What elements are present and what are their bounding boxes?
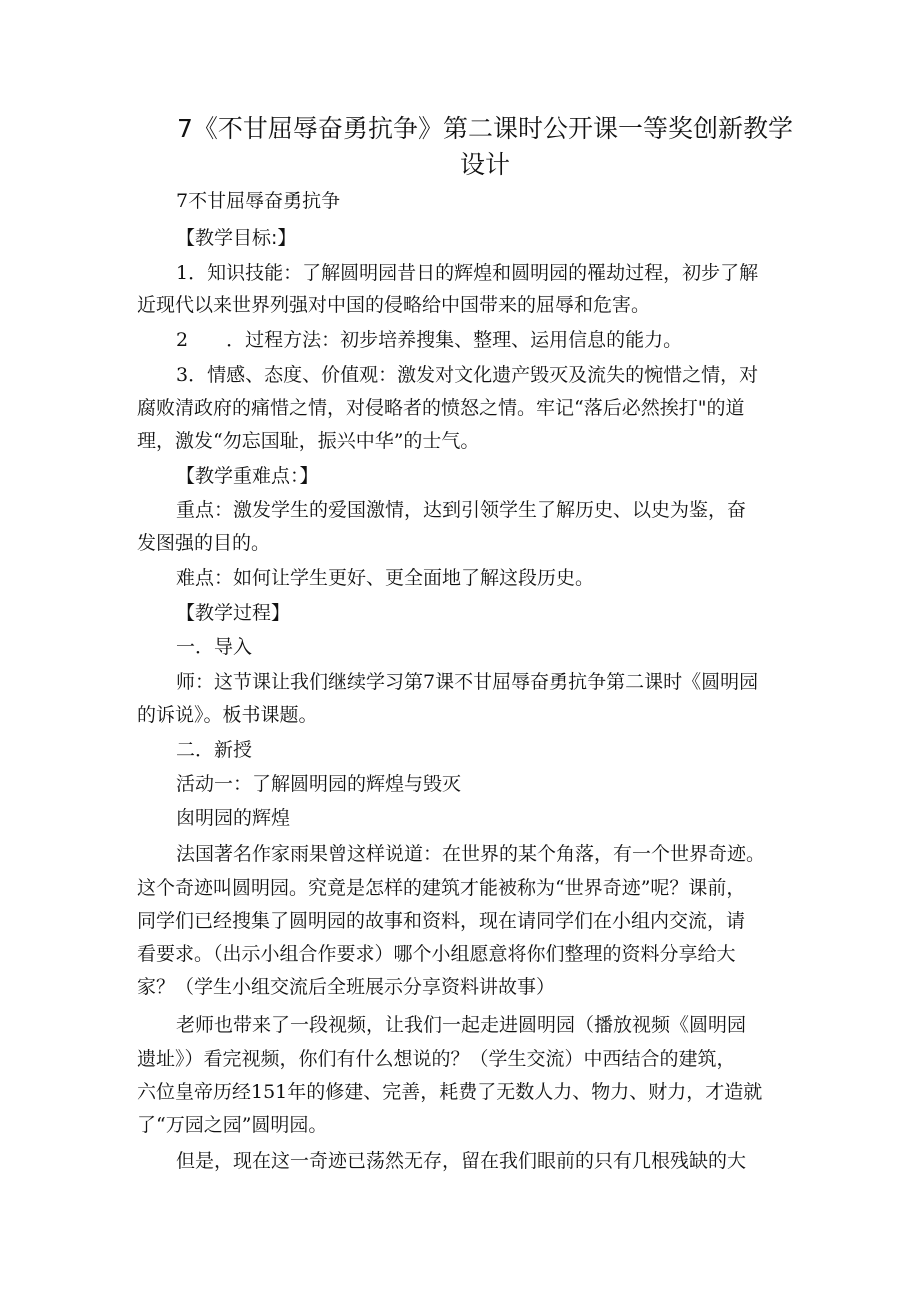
- paragraph-1-line-3: 同学们已经搜集了圆明园的故事和资料，现在请同学们在小组内交流，请: [137, 910, 746, 932]
- objective-2: 2 ．过程方法：初步培养搜集、整理、运用信息的能力。: [176, 329, 683, 351]
- key-point-line-1: 重点：激发学生的爱国激情，达到引领学生了解历史、以史为鉴，奋: [176, 499, 747, 521]
- key-point-line-2: 发图强的目的。: [137, 532, 271, 554]
- document-title-line-2: 设计: [459, 150, 510, 179]
- subtitle: 7不甘屈辱奋勇抗争: [176, 190, 341, 212]
- paragraph-2-line-3: 六位皇帝历经151年的修建、完善，耗费了无数人力、物力、财力，才造就: [137, 1081, 763, 1103]
- paragraph-2-line-4: 了“万园之园”圆明园。: [137, 1114, 328, 1136]
- objective-3-line-1: 3．情感、态度、价值观：激发对文化遗产毁灭及流失的惋惜之情，对: [176, 364, 759, 386]
- paragraph-2-line-1: 老师也带来了一段视频，让我们一起走进圆明园（播放视频《圆明园: [176, 1014, 747, 1036]
- subheading-glory: 囱明园的辉煌: [176, 807, 291, 829]
- paragraph-1-line-4: 看要求。（出示小组合作要求）哪个小组愿意将你们整理的资料分享给大: [137, 943, 736, 965]
- objective-1-line-2: 近现代以来世界列强对中国的侵略给中国带来的屈辱和危害。: [137, 294, 651, 316]
- paragraph-1-line-1: 法国著名作家雨果曾这样说道：在世界的某个角落，有一个世界奇迹。: [176, 843, 766, 865]
- paragraph-3-line-1: 但是，现在这一奇迹已荡然无存，留在我们眼前的只有几根残缺的大: [176, 1150, 747, 1172]
- document-title-line-1: 7《不甘屈辱奋勇抗争》第二课时公开课一等奖创新教学: [177, 114, 793, 143]
- difficulty-point: 难点：如何让学生更好、更全面地了解这段历史。: [176, 567, 595, 589]
- intro-line-2: 的诉说》。板书课题。: [137, 704, 318, 726]
- process-heading: 【教学过程】: [176, 602, 291, 624]
- paragraph-2-line-2: 遗址》）看完视频，你们有什么想说的？（学生交流）中西结合的建筑，: [137, 1048, 736, 1070]
- keypoints-heading: 【教学重难点：】: [176, 465, 319, 487]
- objective-3-line-3: 理，激发“勿忘国耻，振兴中华”的士气。: [137, 430, 480, 452]
- section-new-heading: 二．新授: [176, 739, 253, 761]
- paragraph-1-line-5: 家？（学生小组交流后全班展示分享资料讲故事）: [137, 976, 556, 998]
- paragraph-1-line-2: 这个奇迹叫圆明园。究竟是怎样的建筑才能被称为“世界奇迹”呢？课前，: [137, 877, 746, 899]
- intro-line-1: 师：这节课让我们继续学习第7课不甘屈辱奋勇抗争第二课时《圆明园: [176, 671, 759, 693]
- objective-1-line-1: 1．知识技能：了解圆明园昔日的辉煌和圆明园的罹劫过程，初步了解: [176, 262, 759, 284]
- section-intro-heading: 一．导入: [176, 636, 253, 658]
- activity-1-heading: 活动一：了解圆明园的辉煌与毁灭: [176, 773, 462, 795]
- objectives-heading: 【教学目标:】: [176, 227, 297, 249]
- objective-3-line-2: 腐败清政府的痛惜之情，对侵略者的愤怒之情。牢记“落后必然挨打"的道: [137, 397, 745, 419]
